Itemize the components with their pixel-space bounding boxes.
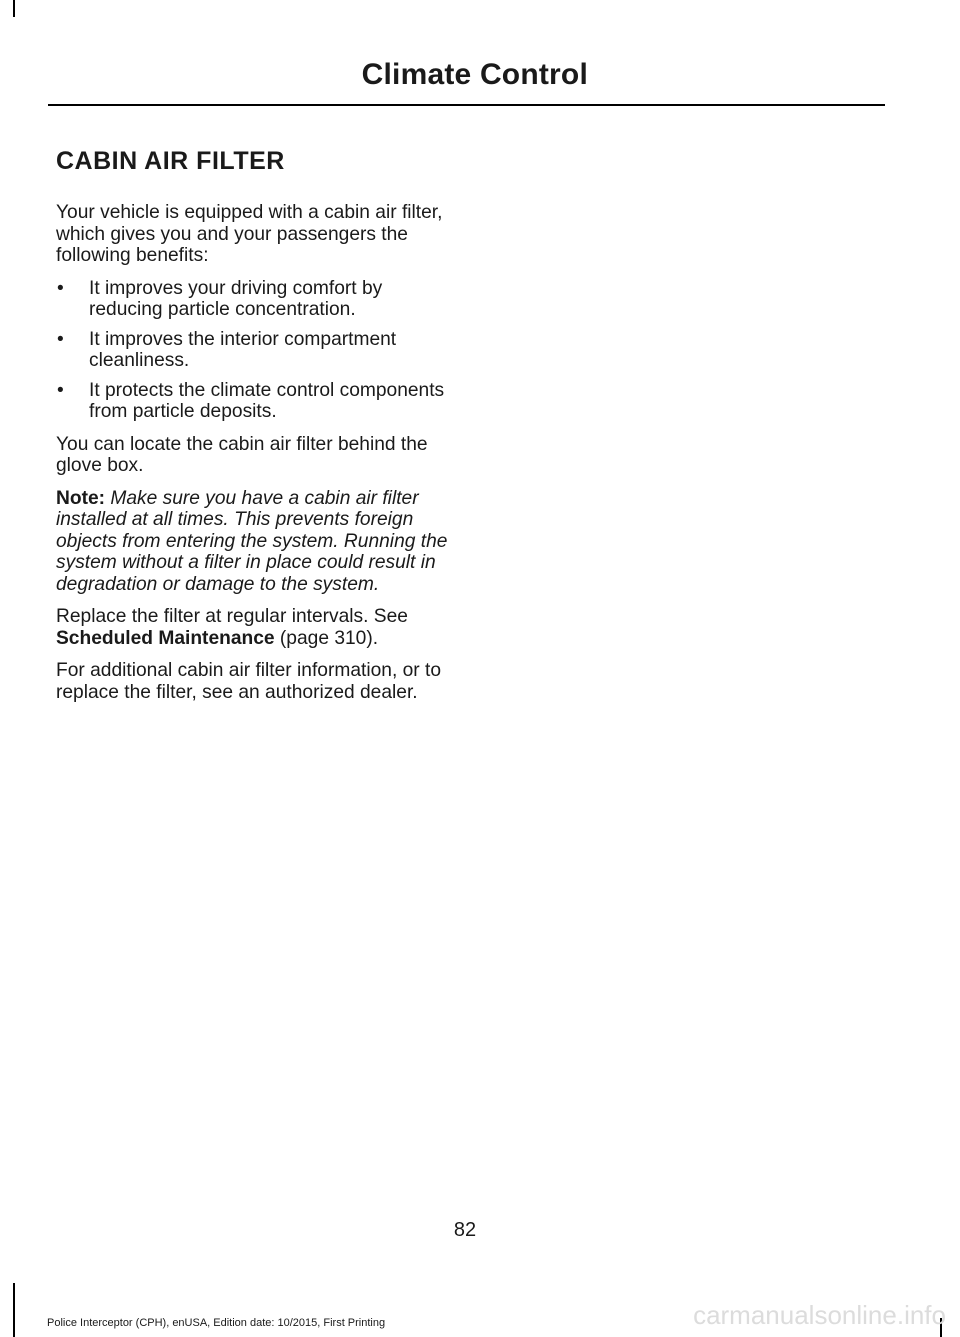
benefits-list <box>56 278 451 423</box>
watermark: carmanualsonline.info <box>693 1300 946 1330</box>
replace-text: Replace the filter at regular intervals. See <box>56 606 408 627</box>
list-item-text: It improves the interior compartment cleanliness. <box>89 328 397 371</box>
footer-edition-info: Police Interceptor (CPH), enUSA, Edition date: 10/2015, First Printing <box>47 1317 386 1329</box>
bullet-icon: • <box>57 328 64 350</box>
note-text: Make sure you have a cabin air filter installed at all times. This prevents foreign objects from entering the system. Running the system without a filter in place could result in degradation or damage to the system. <box>56 487 448 595</box>
list-item-text: It protects the climate control components from particle deposits. <box>89 379 445 422</box>
page-number: 82 <box>453 1219 477 1241</box>
list-item <box>56 278 451 321</box>
header-divider <box>48 104 885 106</box>
main-content <box>56 146 451 714</box>
page-header-title: Climate Control <box>361 58 588 91</box>
crop-mark-top-left <box>13 0 15 17</box>
crop-mark-bottom-left <box>13 1283 15 1337</box>
list-item <box>56 380 451 423</box>
section-heading: CABIN AIR FILTER <box>56 147 285 175</box>
page-reference: (page 310). <box>279 627 379 649</box>
bullet-icon: • <box>57 379 64 401</box>
locate-paragraph: You can locate the cabin air filter behind the glove box. <box>56 433 428 476</box>
replace-paragraph <box>56 606 451 649</box>
scheduled-maintenance-link[interactable]: Scheduled Maintenance <box>56 627 275 649</box>
list-item <box>56 329 451 372</box>
list-item-text: It improves your driving comfort by reducing particle concentration. <box>89 277 383 320</box>
note-paragraph <box>56 488 451 596</box>
bullet-icon: • <box>57 277 64 299</box>
note-label: Note: <box>56 487 106 509</box>
intro-paragraph: Your vehicle is equipped with a cabin air filter, which gives you and your passengers the following benefits: <box>56 202 443 266</box>
additional-info-paragraph: For additional cabin air filter information, or to replace the filter, see an authorized dealer. <box>56 660 441 703</box>
